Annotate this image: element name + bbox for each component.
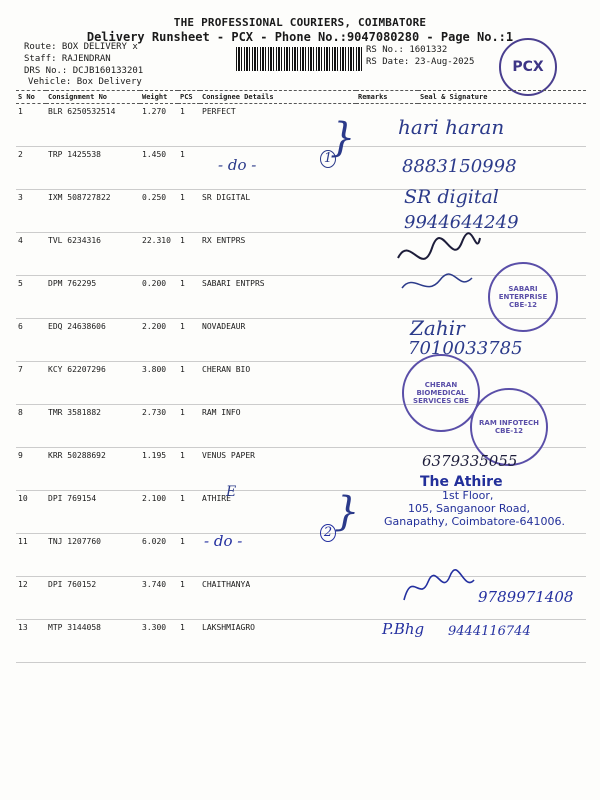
signature-sr-digital: SR digital bbox=[404, 186, 499, 208]
cell-pcs: 1 bbox=[178, 620, 200, 663]
cell-pcs: 1 bbox=[178, 147, 200, 190]
signature-hari: hari haran bbox=[398, 115, 505, 139]
cell-sno: 13 bbox=[16, 620, 46, 663]
company-title: THE PROFESSIONAL COURIERS, COIMBATORE bbox=[173, 16, 427, 29]
cell-pcs: 1 bbox=[178, 362, 200, 405]
cell-consignee: SR DIGITAL bbox=[200, 190, 356, 233]
athire-address-2: 105, Sanganoor Road, bbox=[408, 502, 530, 515]
cell-sno: 12 bbox=[16, 577, 46, 620]
staff: Staff: RAJENDRAN bbox=[24, 54, 111, 64]
cell-weight: 2.100 bbox=[140, 491, 178, 534]
col-weight: Weight bbox=[140, 91, 178, 104]
runsheet-subtitle: Delivery Runsheet - PCX - Phone No.:9047080280 - Page No.:1 bbox=[86, 30, 514, 44]
col-pcs: PCS bbox=[178, 91, 200, 104]
cell-consignee: CHERAN BIO bbox=[200, 362, 356, 405]
phone-handwritten: 7010033785 bbox=[408, 338, 523, 359]
cell-consignment: IXM 508727822 bbox=[46, 190, 140, 233]
cell-sno: 1 bbox=[16, 104, 46, 147]
cell-pcs: 1 bbox=[178, 534, 200, 577]
circled-number-2: 2 bbox=[320, 524, 336, 542]
cell-pcs: 1 bbox=[178, 319, 200, 362]
phone-handwritten: 9944644249 bbox=[404, 212, 519, 233]
cell-weight: 3.800 bbox=[140, 362, 178, 405]
cell-weight: 2.200 bbox=[140, 319, 178, 362]
cell-pcs: 1 bbox=[178, 405, 200, 448]
col-seal: Seal & Signature bbox=[418, 91, 586, 104]
phone-handwritten: 9444116744 bbox=[448, 624, 531, 639]
cell-consignment: TRP 1425538 bbox=[46, 147, 140, 190]
cell-sno: 5 bbox=[16, 276, 46, 319]
cell-weight: 22.310 bbox=[140, 233, 178, 276]
cell-consignment: TVL 6234316 bbox=[46, 233, 140, 276]
cell-weight: 1.195 bbox=[140, 448, 178, 491]
cell-pcs: 1 bbox=[178, 190, 200, 233]
cell-consignee: LAKSHMIAGRO bbox=[200, 620, 356, 663]
col-consignee: Consignee Details bbox=[200, 91, 356, 104]
cell-sno: 2 bbox=[16, 147, 46, 190]
cell-sno: 4 bbox=[16, 233, 46, 276]
cell-pcs: 1 bbox=[178, 276, 200, 319]
cell-consignment: KRR 50288692 bbox=[46, 448, 140, 491]
cell-pcs: 1 bbox=[178, 233, 200, 276]
cell-consignee: RX ENTPRS bbox=[200, 233, 356, 276]
phone-handwritten: 9789971408 bbox=[478, 588, 574, 606]
cell-sno: 11 bbox=[16, 534, 46, 577]
signature-zahir: Zahir bbox=[410, 316, 465, 340]
brace-mark: } bbox=[330, 115, 356, 161]
ditto-mark: - do - bbox=[218, 156, 257, 174]
circled-number-1: 1 bbox=[320, 150, 336, 168]
athire-address-1: 1st Floor, bbox=[442, 489, 494, 502]
cell-pcs: 1 bbox=[178, 491, 200, 534]
cell-consignment: MTP 3144058 bbox=[46, 620, 140, 663]
cell-pcs: 1 bbox=[178, 577, 200, 620]
cell-consignee: ATHIRE bbox=[200, 491, 356, 534]
cell-consignment: DPI 769154 bbox=[46, 491, 140, 534]
col-remarks: Remarks bbox=[356, 91, 418, 104]
cell-weight: 0.200 bbox=[140, 276, 178, 319]
cell-consignee: SABARI ENTPRS bbox=[200, 276, 356, 319]
phone-handwritten: 8883150998 bbox=[402, 156, 517, 177]
cell-consignment: BLR 6250532514 bbox=[46, 104, 140, 147]
cell-consignment: DPM 762295 bbox=[46, 276, 140, 319]
barcode bbox=[236, 47, 362, 71]
cell-consignment: EDQ 24638606 bbox=[46, 319, 140, 362]
drs-number: DRS No.: DCJB160133201 bbox=[24, 66, 144, 76]
rs-date: RS Date: 23-Aug-2025 bbox=[366, 57, 475, 67]
cell-sno: 3 bbox=[16, 190, 46, 233]
signature-p: P.Bhg bbox=[382, 620, 425, 638]
stamp-athire bbox=[384, 476, 565, 528]
athire-name: The Athire bbox=[420, 474, 503, 490]
cell-consignment: DPI 760152 bbox=[46, 577, 140, 620]
cell-weight: 1.270 bbox=[140, 104, 178, 147]
cell-weight: 2.730 bbox=[140, 405, 178, 448]
signature-scribble-chaithanya bbox=[398, 562, 478, 610]
cell-pcs: 1 bbox=[178, 104, 200, 147]
cell-weight: 0.250 bbox=[140, 190, 178, 233]
cell-sno: 10 bbox=[16, 491, 46, 534]
table-header-row bbox=[16, 91, 586, 104]
cell-weight: 3.300 bbox=[140, 620, 178, 663]
stamp-raminfo: RAM INFOTECH CBE-12 bbox=[470, 388, 548, 466]
vehicle: Vehicle: Box Delivery bbox=[28, 77, 142, 87]
col-consignment: Consignment No bbox=[46, 91, 140, 104]
cell-consignee: CHAITHANYA bbox=[200, 577, 356, 620]
table-row bbox=[16, 534, 586, 577]
cell-consignment: TMR 3581882 bbox=[46, 405, 140, 448]
cell-consignee: NOVADEAUR bbox=[200, 319, 356, 362]
stamp-sabari: SABARI ENTERPRISE CBE-12 bbox=[488, 262, 558, 332]
ditto-mark: - do - bbox=[204, 532, 243, 550]
cell-sno: 7 bbox=[16, 362, 46, 405]
cell-consignment: KCY 62207296 bbox=[46, 362, 140, 405]
col-sno: S No bbox=[16, 91, 46, 104]
cell-consignment: TNJ 1207760 bbox=[46, 534, 140, 577]
brace-mark: } bbox=[334, 489, 360, 535]
handwritten-note: E bbox=[226, 484, 237, 500]
cell-sno: 6 bbox=[16, 319, 46, 362]
rs-number: RS No.: 1601332 bbox=[366, 45, 448, 55]
cell-sno: 9 bbox=[16, 448, 46, 491]
cell-consignee: PERFECT bbox=[200, 104, 356, 147]
cell-weight: 6.020 bbox=[140, 534, 178, 577]
cell-pcs: 1 bbox=[178, 448, 200, 491]
cell-sno: 8 bbox=[16, 405, 46, 448]
route: Route: BOX DELIVERY x bbox=[24, 42, 138, 52]
athire-address-3: Ganapathy, Coimbatore-641006. bbox=[384, 515, 565, 528]
cell-consignee: VENUS PAPER bbox=[200, 448, 356, 491]
cell-weight: 3.740 bbox=[140, 577, 178, 620]
cell-consignee: RAM INFO bbox=[200, 405, 356, 448]
branch-stamp: PCX bbox=[499, 38, 557, 96]
signature-scribble-rx bbox=[392, 228, 484, 308]
cell-weight: 1.450 bbox=[140, 147, 178, 190]
stamp-cheran: CHERAN BIOMEDICAL SERVICES CBE bbox=[402, 354, 480, 432]
phone-handwritten: 6379335055 bbox=[422, 452, 518, 470]
